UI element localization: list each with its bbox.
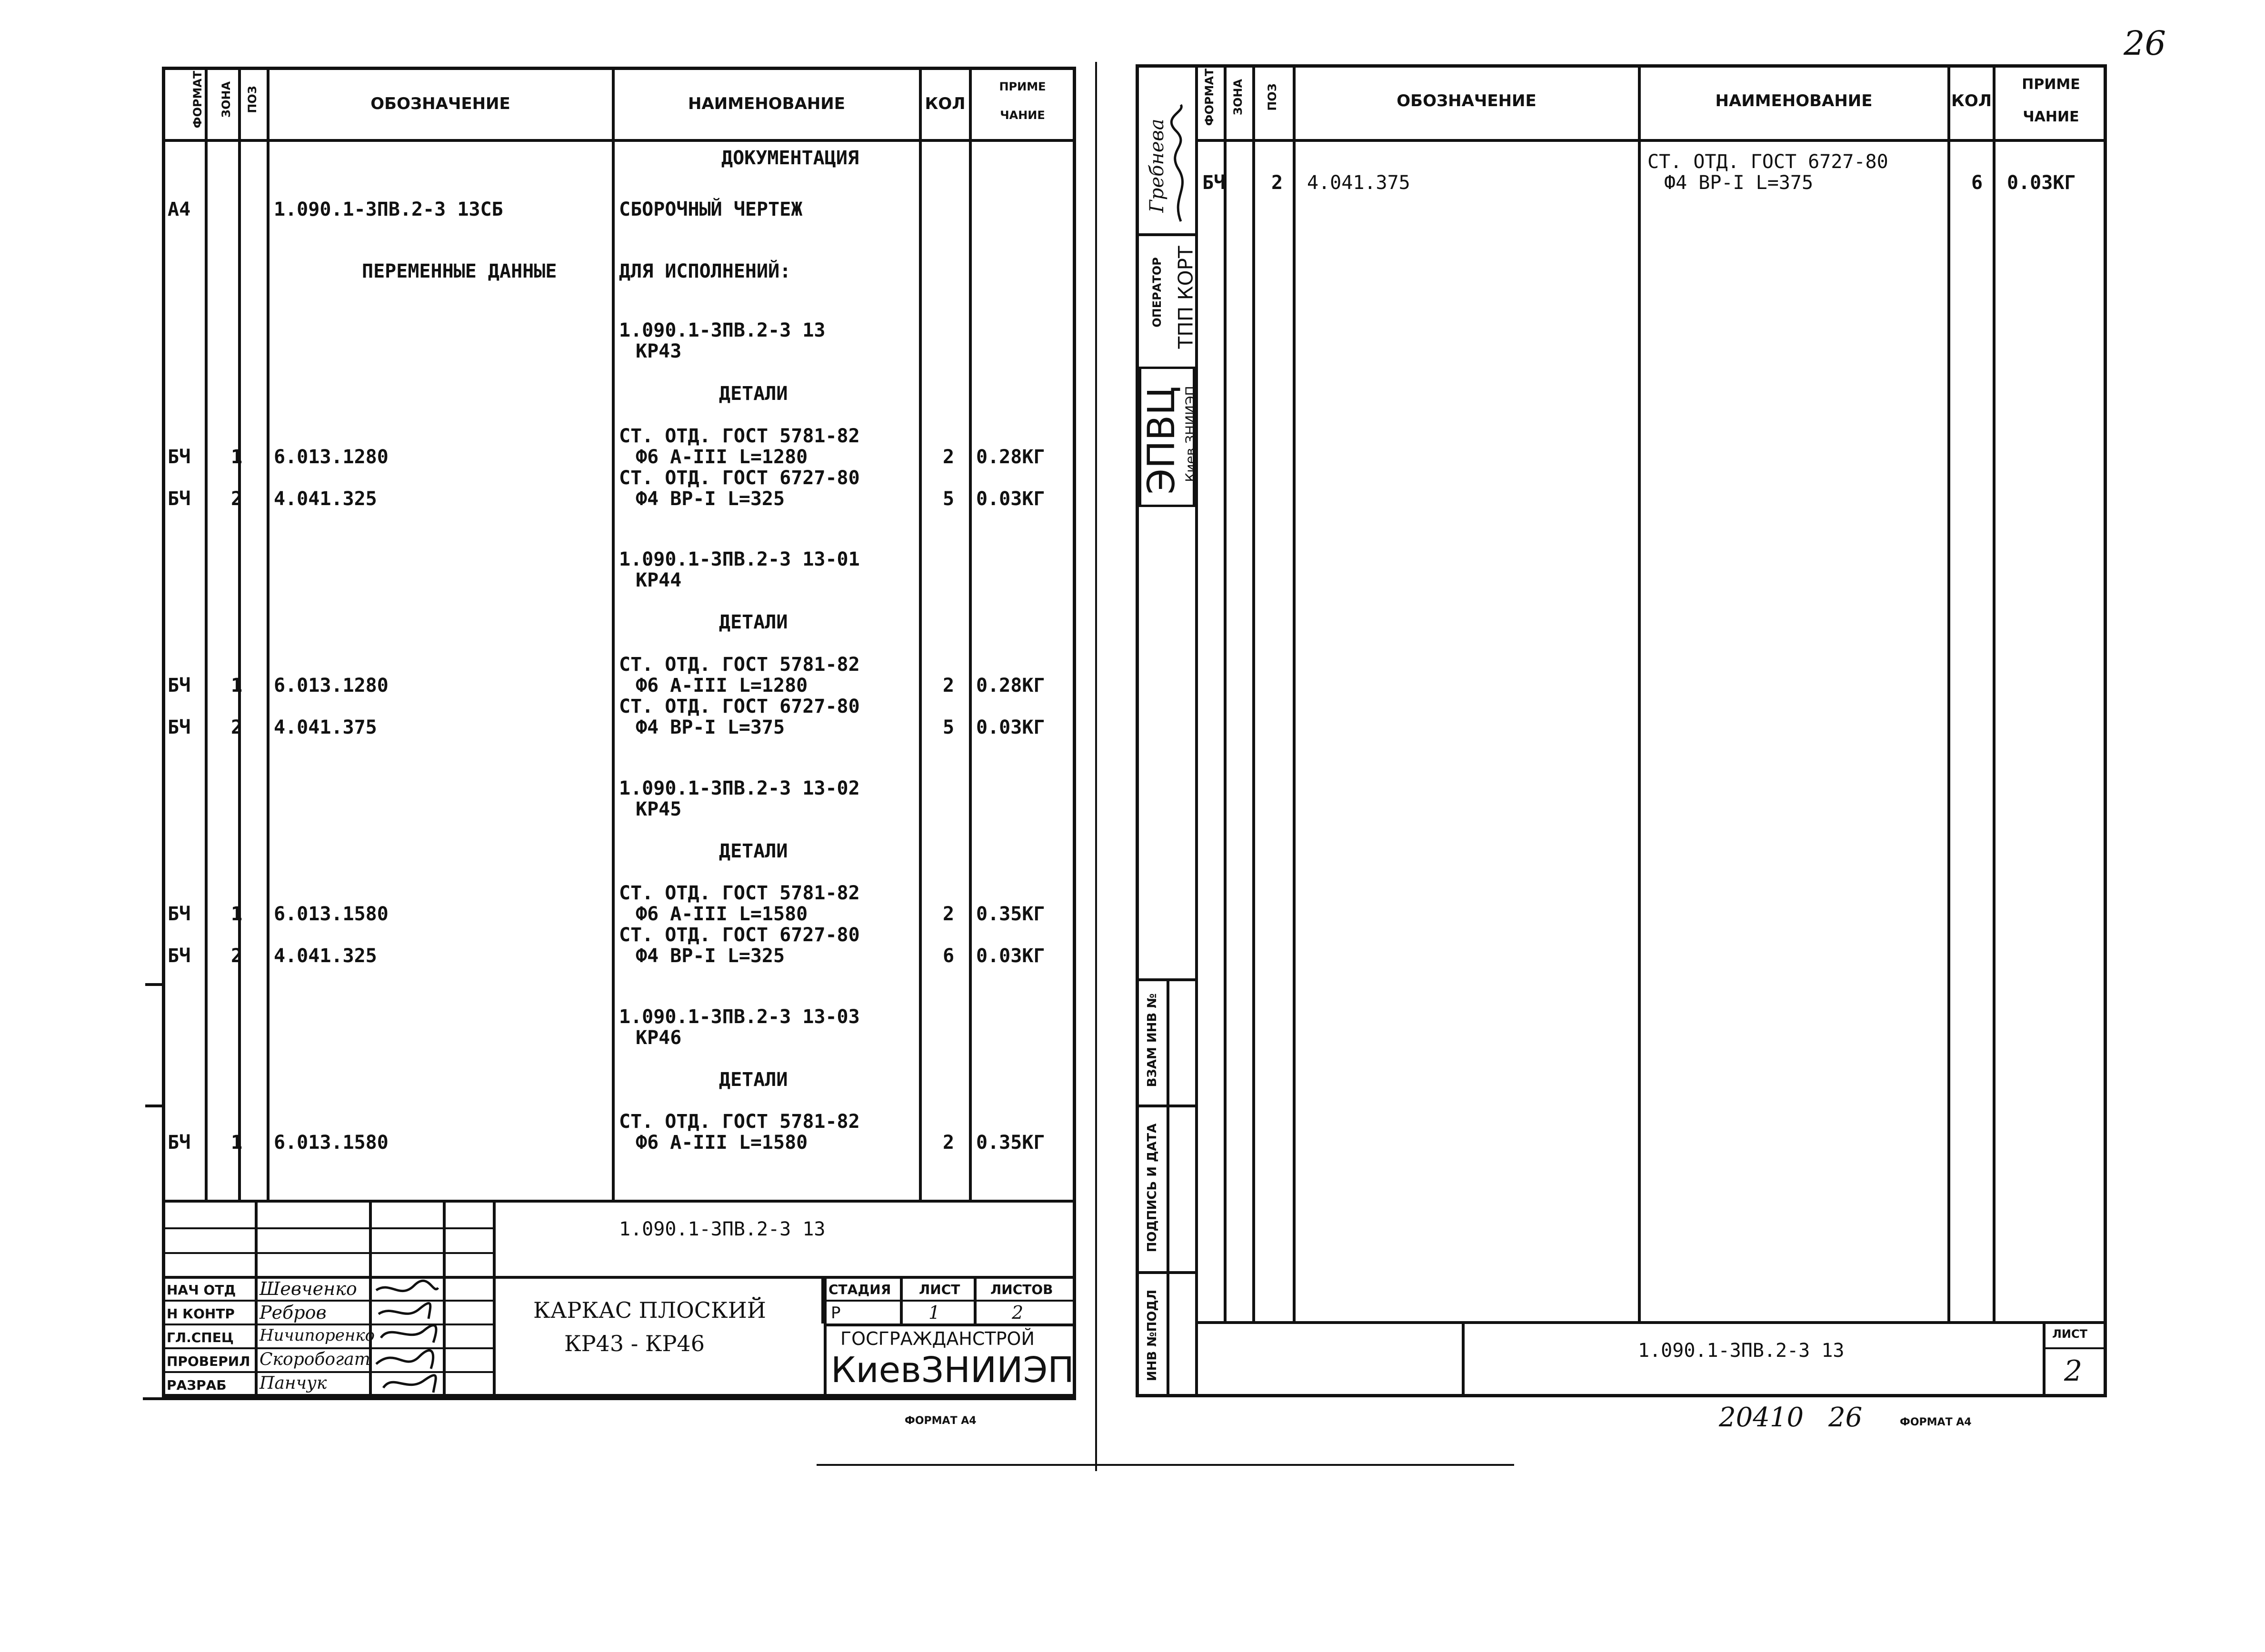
row-format: БЧ [168,675,191,697]
sheets-label: ЛИСТОВ [990,1282,1053,1297]
row-format: БЧ [168,446,191,468]
row-format: БЧ [168,945,191,967]
side-field-label: ПОДПИСЬ И ДАТА [1145,1123,1159,1253]
row-name: СТ. ОТД. ГОСТ 5781-82 [619,425,860,447]
side-strip-line [1136,1271,1197,1274]
row-designation: 6.013.1280 [274,446,389,468]
header-note-2: ЧАНИЕ [1000,109,1045,122]
header-pos: ПОЗ [1266,83,1279,111]
role-label: Н КОНТР [167,1306,235,1322]
row-qty: 2 [943,903,955,925]
title-line [1195,1321,2107,1324]
header-note-2: ЧАНИЕ [2023,109,2079,125]
handwritten-page-number: 26 [2124,24,2166,63]
row-name-2: Ф4 ВР-I L=375 [636,717,785,738]
stage-value: Р [831,1304,841,1323]
col-divider [919,67,922,1200]
row-designation: 4.041.375 [274,717,377,738]
row-qty: 2 [943,675,955,697]
row-qty: 6 [1971,172,1983,194]
title-line [162,1200,1076,1203]
row-pos: 2 [231,488,243,510]
row-name: ДЕТАЛИ [719,611,788,633]
cut-line [817,1464,1514,1466]
header-qty: КОЛ [925,94,966,113]
row-pos: 1 [231,903,243,925]
header-line [162,139,1076,142]
row-name: СТ. ОТД. ГОСТ 5781-82 [619,654,860,676]
col-divider [969,67,972,1200]
header-zone: ЗОНА [220,81,233,118]
row-name: ДЕТАЛИ [719,840,788,862]
row-note: 0.35КГ [976,903,1045,925]
row-note: 0.03КГ [976,945,1045,967]
person-name: Скоробогат [259,1350,370,1369]
row-name: СБОРОЧНЫЙ ЧЕРТЕЖ [619,199,803,220]
row-name-2: Ф4 ВР-I L=375 [1664,172,1814,194]
side-field-label: ИНВ №ПОДЛ [1145,1289,1159,1382]
row-pos: 1 [231,675,243,697]
row-name: ДЛЯ ИСПОЛНЕНИЙ: [619,260,791,282]
row-qty: 5 [943,488,955,510]
title-divider [493,1200,496,1397]
row-format: А4 [168,199,191,220]
row-name-2: КР45 [636,798,682,820]
role-label: ГЛ.СПЕЦ [167,1330,234,1345]
center-sub: Киев ЗНИИЭП [1182,386,1198,482]
col-divider [205,67,208,1200]
col-divider [267,67,269,1200]
row-designation: 4.041.325 [274,945,377,967]
row-format: БЧ [168,717,191,738]
operator-label: ОПЕРАТОР [1150,257,1164,328]
row-name-2: КР44 [636,569,682,591]
row-designation: 4.041.375 [1307,172,1410,194]
col-divider [1947,64,1950,1321]
row-note: 0.28КГ [976,446,1045,468]
signature-scribble [1167,102,1195,226]
header-name: НАИМЕНОВАНИЕ [1715,91,1873,110]
side-field-label: ВЗАМ ИНВ № [1145,993,1159,1087]
format-label: ФОРМАТ А4 [905,1415,977,1427]
person-name: Панчук [259,1373,327,1393]
row-name: 1.090.1-3ПВ.2-3 13-01 [619,548,860,570]
row-note: 0.35КГ [976,1132,1045,1154]
row-format: БЧ [1202,172,1226,194]
header-note-1: ПРИМЕ [999,80,1046,93]
margin-tick [145,983,163,986]
header-designation: ОБОЗНАЧЕНИЕ [1397,91,1537,110]
row-designation: 4.041.325 [274,488,377,510]
row-pos: 2 [231,945,243,967]
row-name-2: Ф6 А-III L=1580 [636,903,808,925]
doc-code: 1.090.1-3ПВ.2-3 13 [619,1218,826,1240]
signature-text: Гребнева [1146,119,1168,213]
title-divider [2043,1321,2045,1397]
row-name: 1.090.1-3ПВ.2-3 13-02 [619,777,860,799]
col-divider [1252,64,1255,1321]
row-format: БЧ [168,1132,191,1154]
row-name: СТ. ОТД. ГОСТ 6727-80 [619,924,860,946]
header-line [1195,139,2107,142]
operator-value: ТПП КОРТ [1174,246,1197,349]
row-name: СТ. ОТД. ГОСТ 6727-80 [1647,151,1888,173]
title-divider [255,1200,258,1397]
center-name: ЭПВЦ [1140,386,1183,495]
row-name: 1.090.1-3ПВ.2-3 13-03 [619,1006,860,1028]
row-name-2: Ф6 А-III L=1580 [636,1132,808,1154]
row-qty: 6 [943,945,955,967]
col-divider [1224,64,1227,1321]
sheet-value: 2 [2064,1354,2083,1388]
row-name: 1.090.1-3ПВ.2-3 13 [619,319,826,341]
side-strip-line [1167,978,1169,1397]
row-pos: 1 [231,446,243,468]
header-format: ФОРМАТ [1203,68,1216,126]
org-logo-text: КиевЗНИИЭП [831,1350,1074,1391]
signatures [371,1276,443,1397]
row-designation: ПЕРЕМЕННЫЕ ДАННЫЕ [362,260,557,282]
archive-page: 26 [1828,1402,1863,1433]
col-divider [1638,64,1641,1321]
person-name: Шевченко [259,1278,357,1299]
row-name-2: Ф4 ВР-I L=325 [636,945,785,967]
side-strip-line [1136,978,1197,981]
drawing-title-2: КР43 - КР46 [564,1331,705,1356]
row-name: СТ. ОТД. ГОСТ 5781-82 [619,1111,860,1133]
header-designation: ОБОЗНАЧЕНИЕ [370,94,510,113]
row-name-2: Ф6 А-III L=1280 [636,446,808,468]
row-designation: 1.090.1-3ПВ.2-3 13СБ [274,199,503,220]
row-note: 0.28КГ [976,675,1045,697]
row-name-2: КР46 [636,1027,682,1049]
row-note: 0.03КГ [976,488,1045,510]
header-note-1: ПРИМЕ [2022,76,2080,93]
format-label: ФОРМАТ А4 [1900,1416,1972,1428]
org-name: ГОСГРАЖДАНСТРОЙ [840,1328,1035,1349]
stage-label: СТАДИЯ [828,1282,891,1297]
header-qty: КОЛ [1951,91,1992,110]
col-divider [1993,64,1996,1321]
title-line [2043,1347,2107,1349]
row-name: СТ. ОТД. ГОСТ 6727-80 [619,696,860,717]
sheet-label: ЛИСТ [919,1282,960,1297]
row-note: 0.03КГ [2007,172,2076,194]
row-qty: 2 [943,446,955,468]
doc-code: 1.090.1-3ПВ.2-3 13 [1638,1340,1845,1362]
col-divider [238,67,241,1200]
col-divider [612,67,615,1200]
row-name-2: Ф4 ВР-I L=325 [636,488,785,510]
row-format: БЧ [168,903,191,925]
archive-number: 20410 [1719,1402,1804,1433]
row-qty: 2 [943,1132,955,1154]
row-pos: 1 [231,1132,243,1154]
header-format: ФОРМАТ [191,70,204,129]
row-format: БЧ [168,488,191,510]
row-pos: 2 [1271,172,1283,194]
right-frame [1136,64,2107,1397]
role-label: НАЧ ОТД [167,1282,236,1298]
row-designation: 6.013.1280 [274,675,389,697]
row-qty: 5 [943,717,955,738]
row-pos: 2 [231,717,243,738]
title-line [824,1300,1076,1302]
row-designation: 6.013.1580 [274,1132,389,1154]
header-pos: ПОЗ [246,86,259,113]
sheet-value: 1 [928,1302,940,1323]
row-name: ДЕТАЛИ [719,383,788,405]
title-divider [1462,1321,1465,1397]
row-name-2: Ф6 А-III L=1280 [636,675,808,697]
drawing-title-1: КАРКАС ПЛОСКИЙ [533,1297,766,1323]
title-divider [824,1276,827,1397]
sheets-value: 2 [1012,1302,1024,1323]
person-name: Ничипоренко [259,1326,375,1345]
role-label: РАЗРАБ [167,1377,227,1393]
row-name: ДЕТАЛИ [719,1069,788,1091]
title-line [824,1324,1076,1326]
row-note: 0.03КГ [976,717,1045,738]
col-divider [1293,64,1296,1321]
row-name: СТ. ОТД. ГОСТ 6727-80 [619,467,860,489]
title-divider [974,1276,977,1324]
row-name: СТ. ОТД. ГОСТ 5781-82 [619,882,860,904]
header-name: НАИМЕНОВАНИЕ [688,94,845,113]
title-divider [443,1200,446,1397]
row-name-2: КР43 [636,340,682,362]
role-label: ПРОВЕРИЛ [167,1353,250,1369]
sheet-label: ЛИСТ [2052,1327,2088,1341]
margin-tick [145,1105,163,1107]
person-name: Ребров [259,1302,327,1323]
title-line [143,1397,1076,1400]
header-zone: ЗОНА [1231,79,1245,116]
fold-line [1095,62,1097,1471]
row-designation: 6.013.1580 [274,903,389,925]
row-name: ДОКУМЕНТАЦИЯ [721,147,859,169]
